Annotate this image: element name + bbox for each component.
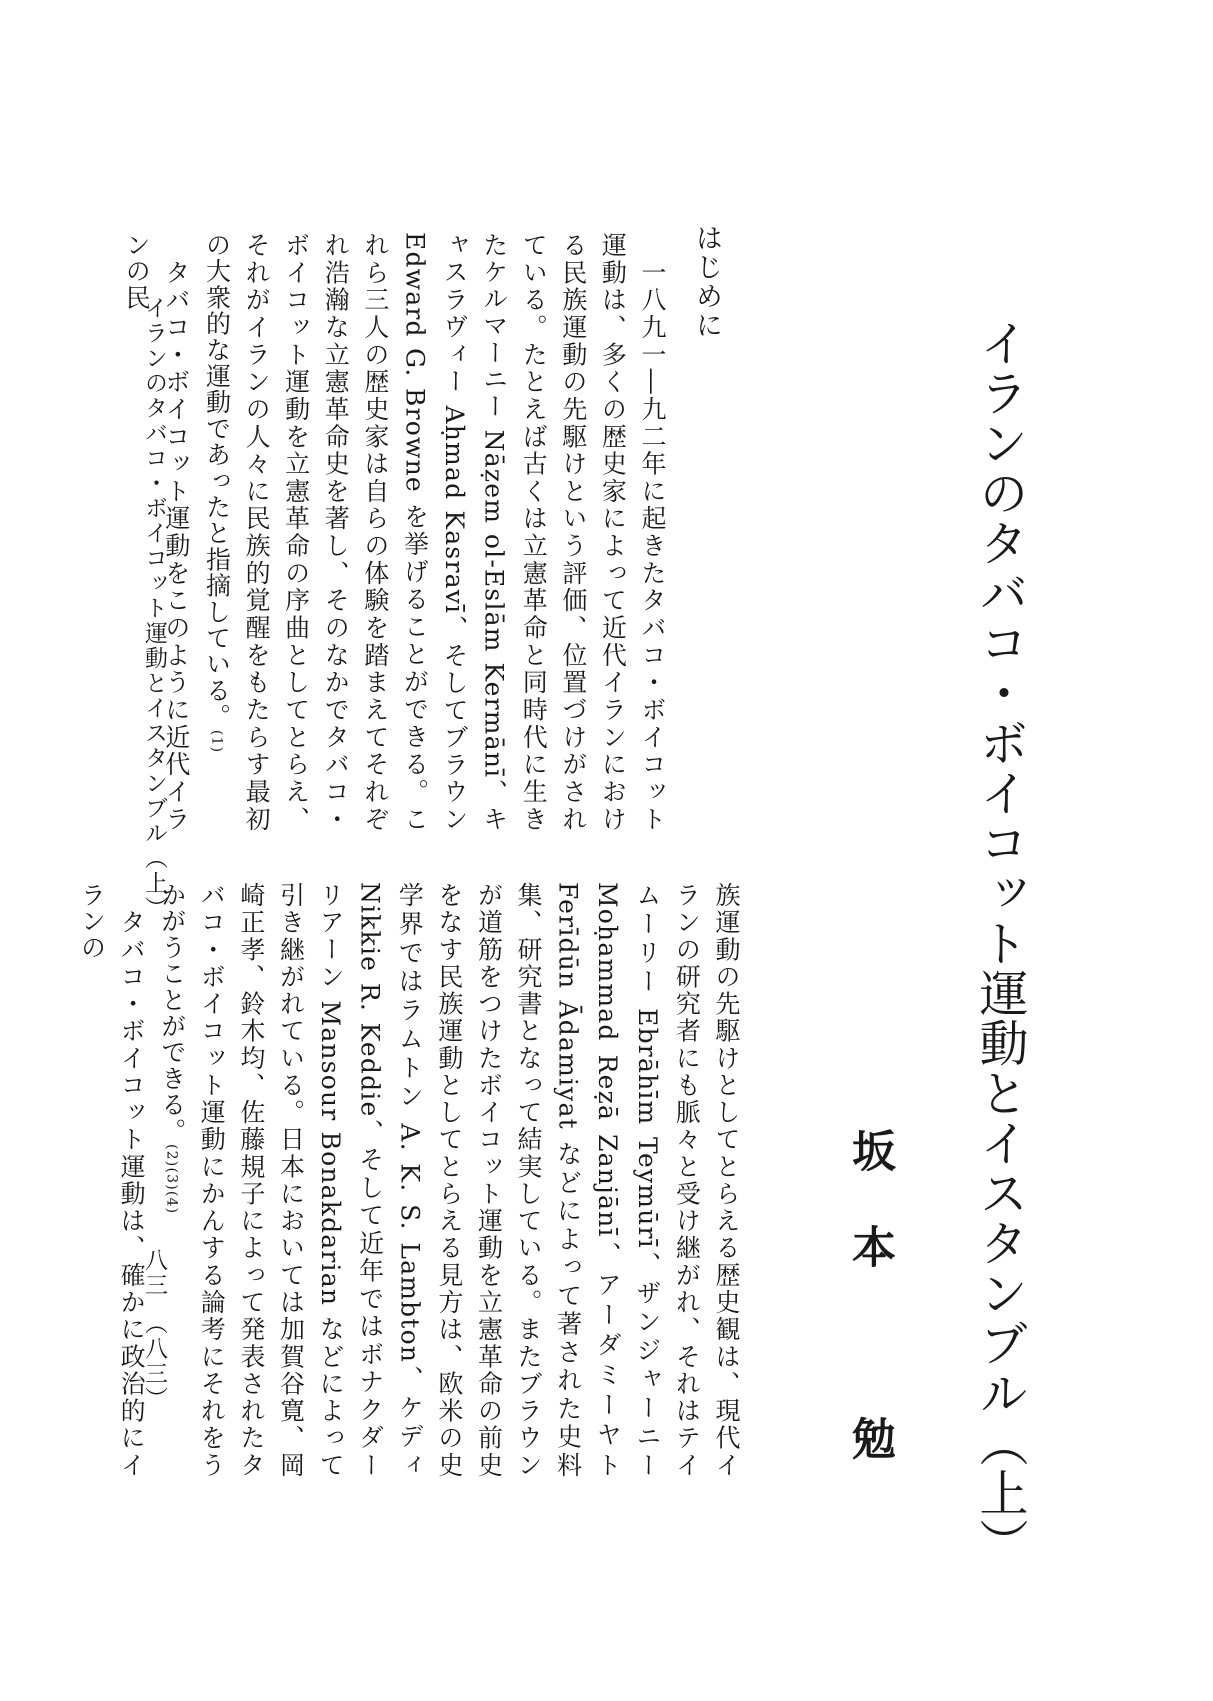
running-head: イランのタバコ・ボイコット運動とイスタンブル（上）	[141, 296, 167, 921]
page-number: 八三 （八三）	[141, 1248, 167, 1412]
footnote-marker-4: (4)	[163, 1190, 180, 1215]
footnote-marker-2: (2)	[163, 1144, 180, 1168]
paragraph-2-start: タバコ・ボイコット運動をこのように近代イランの民	[122, 232, 191, 832]
section-heading: はじめに	[691, 224, 722, 340]
footnote-marker-1: (1)	[208, 729, 225, 754]
paragraph-1	[196, 232, 672, 832]
article-title: イランのタバコ・ボイコット運動とイスタンブル（上）	[972, 318, 1029, 1568]
paragraph-1-text: 一八九一―九二年に起きたタバコ・ボイコット運動は、多くの歴史家によって近代イランにおける民族運動の先駆けという評価、位置づけがされている。たとえば古くは立憲革命と同時代に生きたケルマーニー Nāẓem ol-Eslām Kermānī、キャスラヴィー Aḥmad Kasravī、そしてブラウン Edward G. Browne を挙げることができる。これら三人の歴史家は自らの体験を踏まえてそれぞれ浩瀚な立憲革命史を著し、そのなかでタバコ・ボイコット運動を立憲革命の序曲としてとらえ、それがイランの人々に民族的覚醒をもたらす最初の大衆的な運動であったと指摘している。	[202, 232, 667, 832]
paragraph-2-text: 族運動の先駆けとしてとらえる歴史観は、現代イランの研究者にも脈々と受け継がれ、それはテイムーリー Ebrāhīm Teymūrī、ザンジャーニー Moḥammad Reẓā Zanjānī、アーダミーヤト Ferīdūn Ādamiyat などによって著された史料集、研究書となって結実している。またブラウンが道筋をつけたボイコット運動を立憲革命の前史をなす民族運動としてとらえる見方は、欧米の史学界ではラムトン A. K. S. Lambton、ケディ Nikkie R. Keddie、そして近年ではボナクダーリアーン Mansour Bonakdarian などによって引き継がれている。日本においては加賀谷寛、岡崎正孝、鈴木均、佐藤規子によって発表されたタバコ・ボイコット運動にかんする論考にそれをうかがうことができる。	[157, 882, 741, 1478]
author-name: 坂本 勉	[844, 1128, 895, 1512]
paragraph-3-start: タバコ・ボイコット運動は、確かに政治的にイランの	[77, 882, 147, 1478]
footnote-marker-3: (3)	[163, 1167, 180, 1191]
paragraph-2-continued	[151, 882, 746, 1478]
